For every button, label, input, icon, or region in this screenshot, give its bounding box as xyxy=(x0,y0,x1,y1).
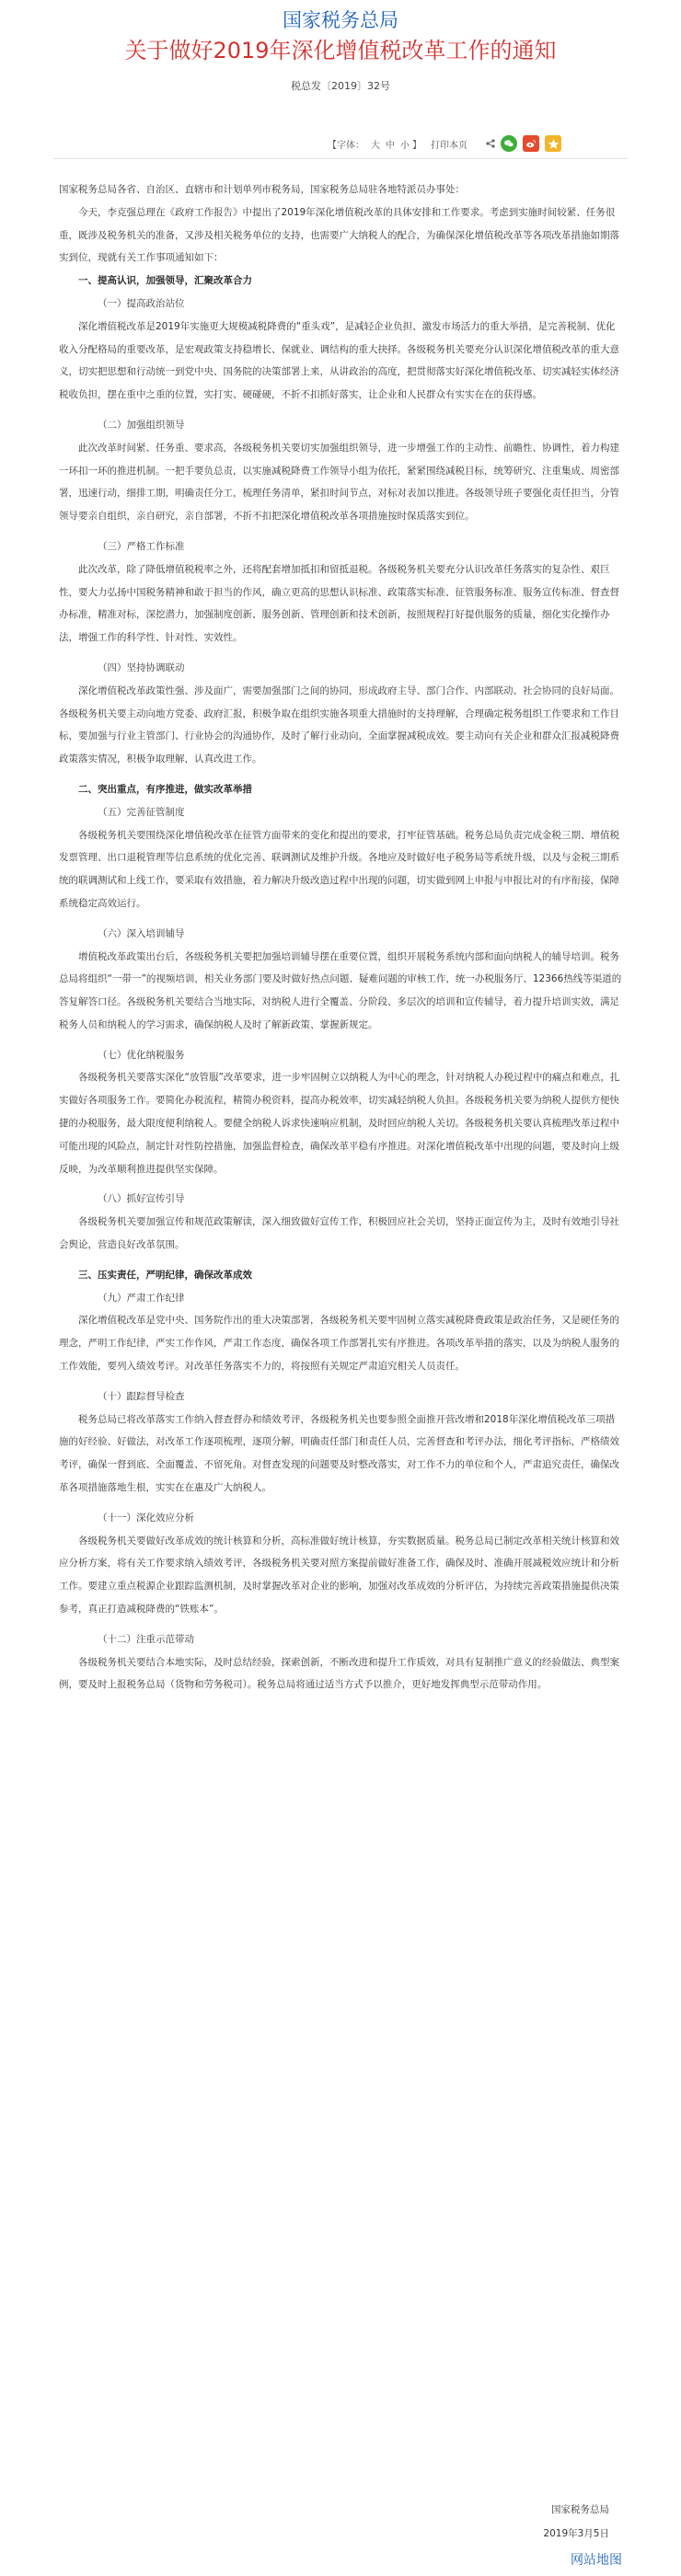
section-heading-1: 一、提高认识，加强领导，汇聚改革合力 xyxy=(78,275,252,287)
item-title-5: （五）完善征管制度 xyxy=(98,806,185,818)
signature-org: 国家税务总局 xyxy=(551,2504,609,2515)
document-title: 关于做好2019年深化增值税改革工作的通知 xyxy=(124,38,557,63)
item-text-5: 各级税务机关要围绕深化增值税改革在征管方面带来的变化和提出的要求，打牢征管基础。税务总局负责完成金税三期、增值税发票管理、出口退税管理等信息系统的优化完善、联调测试及维护升级。各地应及时做好电子税务局等系统升级，以及与金税三期系统的联调测试和上线工作，要采取有效措施，着力解决升级改造过程中出现的问题，切实做到网上申报与申报比对的有序衔接，保障系统稳定高效运行。 xyxy=(59,829,619,909)
item-title-2: （二）加强组织领导 xyxy=(98,419,185,431)
item-text-3: 此次改革，除了降低增值税税率之外，还将配套增加抵扣和留抵退税。各级税务机关要充分认识改革任务落实的复杂性、艰巨性，要大力弘扬中国税务精神和敢于担当的作风，确立更高的思想认识标准、政策落实标准、征管服务标准、服务宣传标准、督查督办标准，精准对标，深挖潜力，加强制度创新、服务创新、管理创新和技术创新，按照规程打好提供服务的质量，细化实化操作办法，增强工作的科学性、针对性、实效性。 xyxy=(59,563,619,644)
item-text-9: 深化增值税改革是党中央、国务院作出的重大决策部署，各级税务机关要牢固树立落实减税降费政策是政治任务，又是硬任务的理念，严明工作纪律，严实工作作风，严肃工作态度，确保各项工作部署扎实有序推进。各项改革举措的落实，以及为纳税人服务的工作效能，要列入绩效考评。对改革任务落实不力的，将按照有关规定严肃追究相关人员责任。 xyxy=(59,1315,619,1373)
font-size-close-bracket: 】 xyxy=(412,140,421,151)
weibo-icon[interactable] xyxy=(523,135,539,152)
signature-date: 2019年3月5日 xyxy=(543,2528,609,2539)
font-size-small-button[interactable]: 小 xyxy=(400,140,410,151)
signature-block xyxy=(543,2498,609,2546)
share-icon[interactable] xyxy=(486,139,495,148)
item-title-1: （一）提高政治站位 xyxy=(98,297,185,309)
item-title-9: （九）严肃工作纪律 xyxy=(98,1292,185,1304)
item-text-4: 深化增值税改革政策性强、涉及面广，需要加强部门之间的协同，形成政府主导、部门合作、内部联动、社会协同的良好局面。各级税务机关要主动向地方党委、政府汇报，积极争取在组织实施各项重大措施时的支持理解，合理确定税务组织工作要求和工作目标，要加强与行业主管部门、行业协会的沟通协作，及时了解行业动向，全面掌握减税成效。要主动向有关企业和群众汇报减税降费政策落实情况，积极争取理解，认真改进工作。 xyxy=(59,684,619,765)
item-title-7: （七）优化纳税服务 xyxy=(98,1049,185,1061)
section-heading-3: 三、压实责任，严明纪律，确保改革成效 xyxy=(78,1269,252,1281)
intro-paragraph: 今天，李克强总理在《政府工作报告》中提出了2019年深化增值税改革的具体安排和工作要求。考虑到实施时间较紧、任务很重，既涉及税务机关的准备，又涉及相关税务单位的支持，也需要广大纳税人的配合，为确保深化增值税改革等各项改革措施如期落实到位，现就有关工作事项通知如下： xyxy=(59,206,619,264)
header-divider xyxy=(53,158,628,159)
document-number: 税总发〔2019〕32号 xyxy=(291,80,390,92)
sitemap-link[interactable]: 网站地图 xyxy=(571,2553,622,2568)
item-title-8: （八）抓好宣传引导 xyxy=(98,1193,185,1205)
font-size-large-button[interactable]: 大 xyxy=(371,140,380,151)
item-title-4: （四）坚持协调联动 xyxy=(98,661,185,673)
item-text-2: 此次改革时间紧、任务重、要求高，各级税务机关要切实加强组织领导，进一步增强工作的主动性、前瞻性、协调性，着力构建一环扣一环的推进机制。一把手要负总责，以实施减税降费工作领导小组为依托，紧紧围绕减税目标，统筹研究、注重集成、周密部署，迅速行动，细排工期，明确责任分工，梳理任务清单，紧扣时间节点，对标对表加以推进。各级领导班子要强化责任担当，分管领导要亲自组织，亲自研究，亲自部署，不折不扣把深化增值税改革各项措施按时保质落实到位。 xyxy=(59,442,619,523)
agency-name: 国家税务总局 xyxy=(283,9,398,31)
qzone-icon[interactable] xyxy=(545,135,561,152)
item-title-12: （十二）注重示范带动 xyxy=(98,1633,194,1645)
item-text-7: 各级税务机关要落实深化“放管服”改革要求，进一步牢固树立以纳税人为中心的理念，针对纳税人办税过程中的痛点和难点，扎实做好各项服务工作。要简化办税流程，精简办税资料，提高办税效率，切实减轻纳税人负担。各级税务机关要为纳税人提供方便快捷的办税服务，最大限度便利纳税人。要健全纳税人诉求快速响应机制，及时回应纳税人关切。各级税务机关要认真梳理改革过程中可能出现的风险点，制定针对性防控措施，加强监督检查，确保改革平稳有序推进。对深化增值税改革中出现的问题，要及时向上级反映，为改革顺利推进提供坚实保障。 xyxy=(59,1072,620,1175)
item-title-11: （十一）深化效应分析 xyxy=(98,1512,194,1524)
item-text-10: 税务总局已将改革落实工作纳入督查督办和绩效考评，各级税务机关也要参照全面推开营改增和2018年深化增值税改革三项措施的好经验、好做法，对改革工作逐项梳理，逐项分解，明确责任部门和责任人员，完善督查和考评办法，细化考评指标，严格绩效考评，确保一督到底、全面覆盖、不留死角。对督查发现的问题要及时整改落实，对工作不力的单位和个人，严肃追究责任，确保改革各项措施落地生根，实实在在惠及广大纳税人。 xyxy=(59,1413,619,1494)
wechat-icon[interactable] xyxy=(501,135,517,152)
section-heading-2: 二、突出重点，有序推进，做实改革举措 xyxy=(78,783,252,795)
font-size-label: 【字体： xyxy=(328,140,364,151)
item-text-1: 深化增值税改革是2019年实施更大规模减税降费的“重头戏”，是减轻企业负担、激发市场活力的重大举措，是完善税制、优化收入分配格局的重要改革，是宏观政策支持稳增长、保就业、调结构的重大抉择。各级税务机关要充分认识深化增值税改革的重大意义，切实把思想和行动统一到党中央、国务院的决策部署上来，从讲政治的高度，把贯彻落实好深化增值税改革、切实减轻实体经济税收负担，摆在重中之重的位置，实打实、硬碰硬，不折不扣抓好落实，让企业和人民群众有实实在在的获得感。 xyxy=(59,320,619,401)
font-size-medium-button[interactable]: 中 xyxy=(386,140,395,151)
item-text-11: 各级税务机关要做好改革成效的统计核算和分析，高标准做好统计核算，夯实数据质量。税务总局已制定改革相关统计核算和效应分析方案，将有关工作要求纳入绩效考评，各级税务机关要对照方案提前做好准备工作，确保及时、准确开展减税效应统计和分析工作。要建立重点税源企业跟踪监测机制，及时掌握改革对企业的影响，加强对改革成效的分析评估，为持续完善政策措施提供决策参考，真正打造减税降费的“铁账本”。 xyxy=(59,1535,619,1616)
article-toolbar xyxy=(328,132,561,155)
item-title-3: （三）严格工作标准 xyxy=(98,540,185,552)
salutation: 国家税务总局各省、自治区、直辖市和计划单列市税务局，国家税务总局驻各地特派员办事处： xyxy=(59,184,465,195)
item-text-8: 各级税务机关要加强宣传和规范政策解读，深入细致做好宣传工作，积极回应社会关切，坚持正面宣传为主，及时有效地引导社会舆论，营造良好改革氛围。 xyxy=(59,1216,619,1251)
item-title-6: （六）深入培训辅导 xyxy=(98,927,185,939)
item-text-6: 增值税改革政策出台后，各级税务机关要把加强培训辅导摆在重要位置，组织开展税务系统内部和面向纳税人的辅导培训。税务总局将组织“一带一”的视频培训，相关业务部门要及时做好热点问题、疑难问题的审核工作，统一办税服务厅、12366热线等渠道的答复解答口径。各级税务机关要结合当地实际，对纳税人进行全覆盖、分阶段、多层次的培训和宣传辅导，着力提升培训实效，满足税务人员和纳税人的学习需求，确保纳税人及时了解新政策、掌握新规定。 xyxy=(59,950,622,1030)
item-title-10: （十）跟踪督导检查 xyxy=(98,1390,185,1402)
item-text-12: 各级税务机关要结合本地实际，及时总结经验，探索创新，不断改进和提升工作质效，对具有复制推广意义的经验做法、典型案例，要及时上报税务总局（货物和劳务税司）。税务总局将通过适当方式予以推介，更好地发挥典型示范带动作用。 xyxy=(59,1656,619,1691)
document-body xyxy=(59,178,622,1696)
print-page-button[interactable]: 打印本页 xyxy=(431,140,467,151)
